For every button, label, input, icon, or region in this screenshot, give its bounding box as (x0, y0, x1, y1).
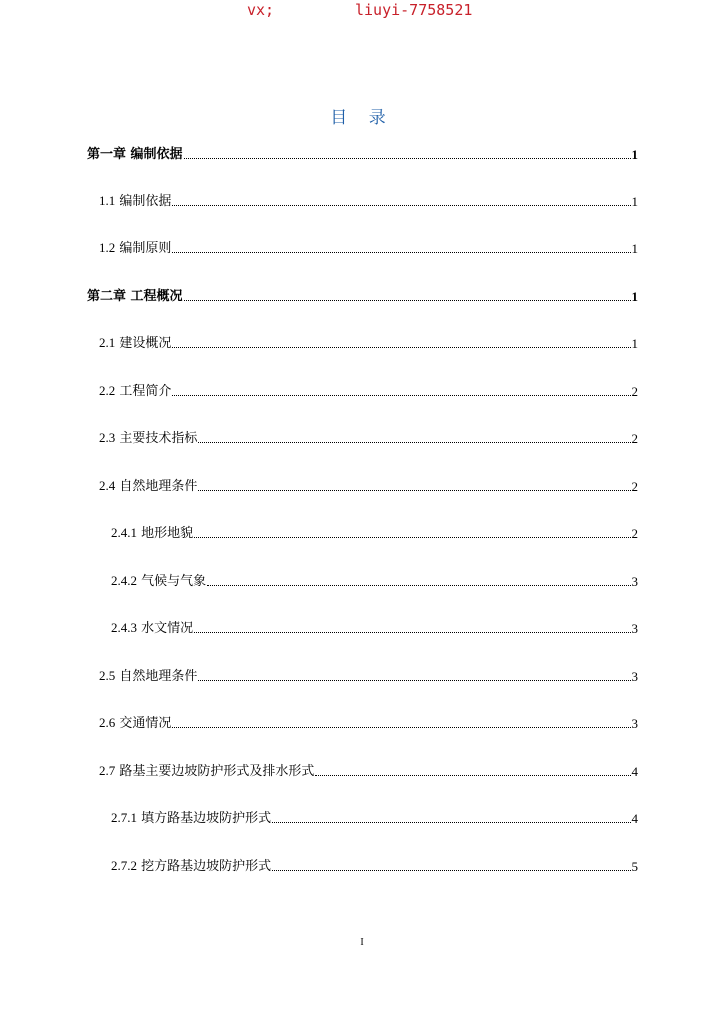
toc-entry-text: 气候与气象 (141, 574, 207, 589)
toc-entry-text: 地形地貌 (141, 526, 194, 541)
toc-entry[interactable] (99, 712, 638, 732)
page-number-footer: I (360, 937, 364, 948)
toc-page-number: 3 (631, 621, 638, 636)
toc-entry-label (99, 383, 171, 400)
toc-entry-text: 编制依据 (130, 147, 183, 162)
toc-entry-label (99, 430, 197, 447)
toc-page-number: 3 (631, 669, 638, 684)
toc-title: 目 录 (330, 108, 394, 128)
toc-dot-leader (198, 489, 630, 491)
toc-page-number: 2 (631, 431, 638, 446)
toc-dot-leader (198, 441, 630, 443)
toc-dot-leader (198, 679, 630, 681)
toc-dot-leader (207, 584, 630, 586)
toc-page-number: 3 (631, 574, 638, 589)
toc-entry-text: 水文情况 (141, 621, 194, 636)
toc-entry-label (111, 620, 193, 637)
toc-page-number: 1 (631, 147, 638, 162)
toc-page-number: 4 (631, 811, 638, 826)
toc-page-number: 5 (631, 859, 638, 874)
watermark-right-text: liuyi-7758521 (355, 1, 473, 19)
toc-entry-label (99, 478, 197, 495)
toc-entry-number: 2.7 (99, 763, 116, 778)
toc-entry[interactable] (111, 570, 638, 590)
toc-entry-text: 工程概况 (130, 289, 183, 304)
toc-entry[interactable] (99, 380, 638, 400)
toc-entry-number: 1.1 (99, 193, 116, 208)
toc-entry-label (99, 668, 197, 685)
toc-dot-leader (184, 299, 631, 301)
toc-page-number: 2 (631, 384, 638, 399)
toc-entry-label (111, 573, 206, 590)
toc-entry-label (111, 858, 271, 875)
toc-entry[interactable] (111, 807, 638, 827)
toc-entry-text: 挖方路基边坡防护形式 (141, 859, 272, 874)
toc-dot-leader (184, 157, 631, 159)
toc-entry-number: 第二章 (87, 289, 127, 304)
toc-entry[interactable] (99, 760, 638, 780)
toc-entry-text: 建设概况 (119, 336, 172, 351)
toc-page-number: 1 (631, 336, 638, 351)
toc-entry-number: 2.4.1 (111, 525, 137, 540)
toc-entry-text: 自然地理条件 (119, 669, 198, 684)
toc-dot-leader (172, 251, 630, 253)
toc-dot-leader (172, 204, 630, 206)
toc-entry-label (99, 763, 314, 780)
toc-dot-leader (172, 394, 630, 396)
toc-page-number: 1 (631, 289, 638, 304)
toc-entry-number: 2.3 (99, 430, 116, 445)
toc-dot-leader (272, 821, 630, 823)
toc-entry-text: 路基主要边坡防护形式及排水形式 (119, 764, 315, 779)
toc-entry-text: 主要技术指标 (119, 431, 198, 446)
toc-entry-number: 2.4 (99, 478, 116, 493)
toc-dot-leader (172, 346, 630, 348)
toc-page-number: 2 (631, 526, 638, 541)
toc-entry-number: 2.7.1 (111, 810, 137, 825)
toc-entry-text: 交通情况 (119, 716, 172, 731)
toc-entry-number: 2.4.2 (111, 573, 137, 588)
toc-entry-number: 第一章 (87, 147, 127, 162)
toc-entry-text: 填方路基边坡防护形式 (141, 811, 272, 826)
toc-entry-label (87, 289, 183, 305)
toc-entry-text: 工程简介 (119, 384, 172, 399)
toc-entry[interactable] (99, 237, 638, 257)
toc-entry-number: 2.4.3 (111, 620, 137, 635)
toc-entry-number: 2.5 (99, 668, 116, 683)
toc-entry[interactable] (99, 190, 638, 210)
toc-page-number: 4 (631, 764, 638, 779)
toc-entry[interactable] (99, 665, 638, 685)
toc-entry-number: 1.2 (99, 240, 116, 255)
toc-entry[interactable] (99, 475, 638, 495)
toc-entry[interactable] (111, 522, 638, 542)
toc-entry-label (99, 335, 171, 352)
toc-entry[interactable] (111, 617, 638, 637)
watermark-left-text: vx; (247, 1, 275, 19)
toc-dot-leader (194, 631, 630, 633)
toc-dot-leader (272, 869, 630, 871)
toc-entry-label (111, 525, 193, 542)
toc-dot-leader (194, 536, 630, 538)
toc-entry[interactable] (99, 427, 638, 447)
toc-entry-number: 2.1 (99, 335, 116, 350)
toc-entry-label (99, 240, 171, 257)
toc-dot-leader (315, 774, 630, 776)
toc-entry-label (99, 715, 171, 732)
toc-entry-label (87, 147, 183, 163)
toc-entry[interactable] (87, 143, 638, 163)
toc-page-number: 1 (631, 194, 638, 209)
watermark (0, 0, 724, 22)
toc-entry-text: 编制原则 (119, 241, 172, 256)
toc-entry-label (111, 810, 271, 827)
toc-entry-number: 2.2 (99, 383, 116, 398)
toc-entry-text: 编制依据 (119, 194, 172, 209)
toc-entry-text: 自然地理条件 (119, 479, 198, 494)
toc-entry-number: 2.7.2 (111, 858, 137, 873)
toc-page-number: 1 (631, 241, 638, 256)
toc-entry-number: 2.6 (99, 715, 116, 730)
toc-dot-leader (172, 726, 630, 728)
toc-entry[interactable] (99, 332, 638, 352)
toc-entry-label (99, 193, 171, 210)
toc-page-number: 2 (631, 479, 638, 494)
toc-entry[interactable] (87, 285, 638, 305)
toc-entry[interactable] (111, 855, 638, 875)
toc-page-number: 3 (631, 716, 638, 731)
